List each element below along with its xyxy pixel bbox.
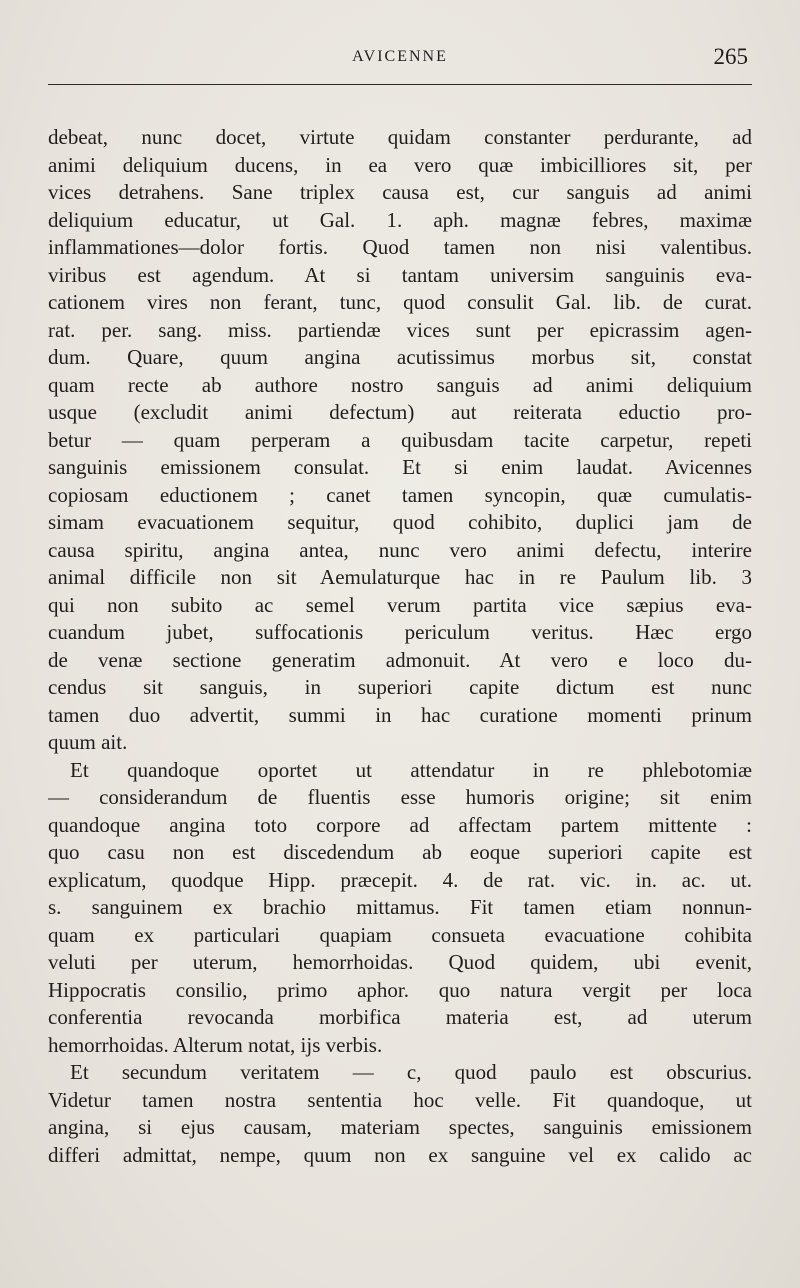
text-line: tamen duo advertit, summi in hac curatione momenti prinum	[48, 702, 752, 727]
text-line: vices detrahens. Sane triplex causa est, cur sanguis ad animi	[48, 180, 752, 204]
text-line: betur — quam perperam a quibusdam tacite carpetur, repeti	[48, 427, 752, 452]
text-line: animi deliquium ducens, in ea vero quæ imbicilliores sit, per	[48, 152, 752, 177]
text-line: conferentia revocanda morbifica materia est, ad uterum	[48, 1005, 752, 1029]
paragraph	[48, 1059, 752, 1169]
text-line: cendus sit sanguis, in superiori capite dictum est nunc	[48, 675, 752, 699]
text-line: cuandum jubet, suffocationis periculum veritus. Hæc ergo	[48, 620, 752, 644]
page-number: 265	[713, 44, 748, 69]
text-line: copiosam eductionem ; canet tamen syncopin, quæ cumulatis-	[48, 482, 752, 507]
running-head	[48, 44, 752, 74]
header-rule	[48, 84, 752, 85]
running-head-title: AVICENNE	[352, 48, 448, 65]
text-line: usque (excludit animi defectum) aut reiterata eductio pro-	[48, 400, 752, 424]
text-line: Videtur tamen nostra sententia hoc velle. Fit quandoque, ut	[48, 1087, 752, 1112]
text-line: deliquium educatur, ut Gal. 1. aph. magnæ febres, maximæ	[48, 207, 752, 232]
text-line: — considerandum de fluentis esse humoris origine; sit enim	[48, 785, 752, 809]
paragraph	[48, 757, 752, 1060]
body-text	[48, 124, 752, 1169]
text-line: Hippocratis consilio, primo aphor. quo natura vergit per loca	[48, 977, 752, 1002]
text-line: veluti per uterum, hemorrhoidas. Quod quidem, ubi evenit,	[48, 950, 752, 974]
text-line: cationem vires non ferant, tunc, quod consulit Gal. lib. de curat.	[48, 290, 752, 314]
text-line: viribus est agendum. At si tantam universim sanguinis eva-	[48, 262, 752, 287]
text-line: quo casu non est discedendum ab eoque superiori capite est	[48, 840, 752, 864]
text-line: animal difficile non sit Aemulaturque hac in re Paulum lib. 3	[48, 565, 752, 589]
text-line: Et quandoque oportet ut attendatur in re phlebotomiæ	[70, 757, 752, 782]
text-line: simam evacuationem sequitur, quod cohibito, duplici jam de	[48, 510, 752, 534]
text-line: de venæ sectione generatim admonuit. At vero e loco du-	[48, 647, 752, 672]
text-line: s. sanguinem ex brachio mittamus. Fit tamen etiam nonnun-	[48, 895, 752, 919]
text-line: causa spiritu, angina antea, nunc vero animi defectu, interire	[48, 537, 752, 562]
text-line: inflammationes—dolor fortis. Quod tamen non nisi valentibus.	[48, 235, 752, 259]
text-line: differi admittat, nempe, quum non ex sanguine vel ex calido ac	[48, 1142, 752, 1167]
text-line: rat. per. sang. miss. partiendæ vices sunt per epicrassim agen-	[48, 317, 752, 342]
text-line: quandoque angina toto corpore ad affectam partem mittente :	[48, 812, 752, 837]
paragraph	[48, 124, 752, 757]
text-line: angina, si ejus causam, materiam spectes, sanguinis emissionem	[48, 1115, 752, 1139]
text-line: quam recte ab authore nostro sanguis ad animi deliquium	[48, 372, 752, 397]
text-line: quum ait.	[48, 730, 128, 754]
text-line: Et secundum veritatem — c, quod paulo est obscurius.	[70, 1060, 752, 1084]
text-line: dum. Quare, quum angina acutissimus morbus sit, constat	[48, 345, 752, 369]
text-line: sanguinis emissionem consulat. Et si enim laudat. Avicennes	[48, 455, 752, 479]
text-line: debeat, nunc docet, virtute quidam constanter perdurante, ad	[48, 125, 752, 149]
text-line: explicatum, quodque Hipp. præcepit. 4. de rat. vic. in. ac. ut.	[48, 867, 752, 892]
text-line: hemorrhoidas. Alterum notat, ijs verbis.	[48, 1032, 383, 1057]
text-line: qui non subito ac semel verum partita vice sæpius eva-	[48, 592, 752, 617]
text-line: quam ex particulari quapiam consueta evacuatione cohibita	[48, 922, 752, 947]
